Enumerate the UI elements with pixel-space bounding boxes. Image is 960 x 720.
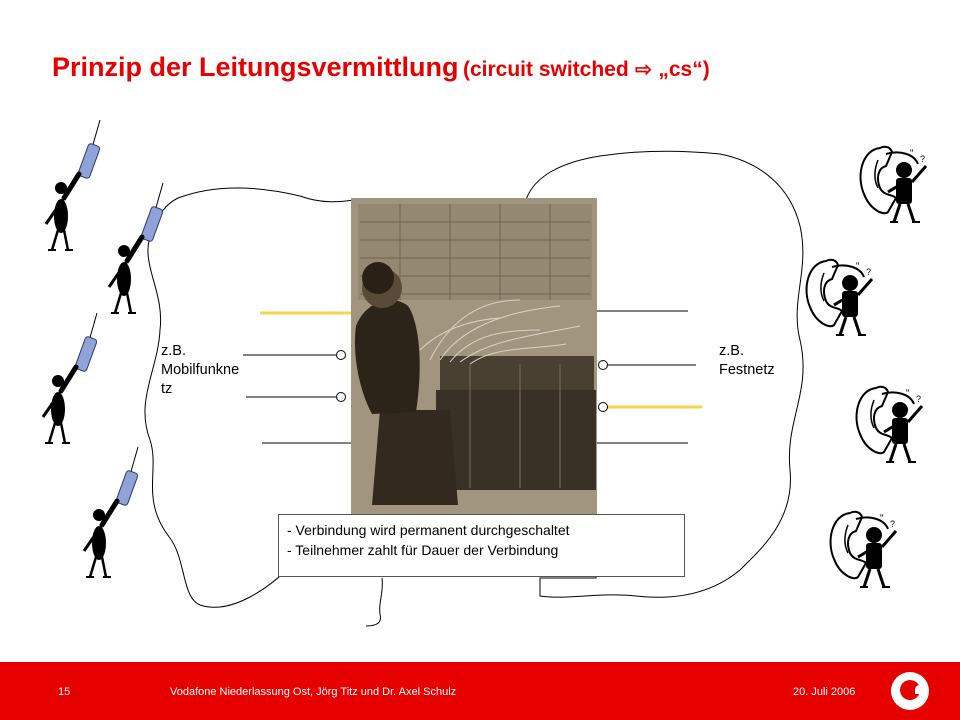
title-sub-close: „cs“) bbox=[658, 58, 710, 81]
mobile-caller-icon bbox=[84, 447, 138, 577]
mobile-caller-icon bbox=[109, 183, 163, 313]
landline-caller-icon bbox=[861, 147, 926, 222]
mobile-caller-icon bbox=[43, 313, 97, 443]
footer-date: 20. Juli 2006 bbox=[793, 686, 856, 698]
left-jack-2 bbox=[337, 351, 346, 360]
switchboard-operator-photo bbox=[351, 198, 597, 514]
title-main: Prinzip der Leitungsvermittlung bbox=[52, 52, 459, 82]
right-cloud-label-line2: Festnetz bbox=[719, 362, 775, 378]
footer-bar bbox=[0, 662, 960, 720]
left-cloud-label-line1: z.B. bbox=[161, 343, 186, 359]
right-jack-2 bbox=[599, 361, 608, 370]
left-jack-3 bbox=[337, 393, 346, 402]
left-cloud-label bbox=[161, 342, 239, 399]
footer-authors: Vodafone Niederlassung Ost, Jörg Titz und Dr. Axel Schulz bbox=[170, 686, 457, 698]
left-cloud-label-line2: Mobilfunkne bbox=[161, 362, 240, 378]
landline-caller-icon bbox=[807, 260, 872, 335]
title-sub-open: (circuit switched bbox=[462, 58, 629, 81]
callout-tail bbox=[366, 578, 382, 626]
mobile-caller-icon bbox=[46, 120, 100, 250]
landline-caller-icon bbox=[831, 512, 896, 587]
note-line-2: - Teilnehmer zahlt für Dauer der Verbindung bbox=[287, 542, 559, 558]
diagram: “ ? bbox=[0, 0, 960, 660]
page-number: 15 bbox=[58, 686, 71, 698]
right-jack-3 bbox=[599, 403, 608, 412]
left-cloud-label-line3: tz bbox=[161, 381, 173, 397]
arrow-icon: ⇨ bbox=[635, 59, 652, 81]
note-line-1: - Verbindung wird permanent durchgeschaltet bbox=[287, 522, 570, 538]
vodafone-logo-icon bbox=[891, 672, 929, 710]
note-box bbox=[278, 514, 685, 577]
right-cloud-label bbox=[719, 342, 775, 380]
right-cloud-label-line1: z.B. bbox=[719, 343, 744, 359]
landline-caller-icon bbox=[857, 387, 922, 462]
